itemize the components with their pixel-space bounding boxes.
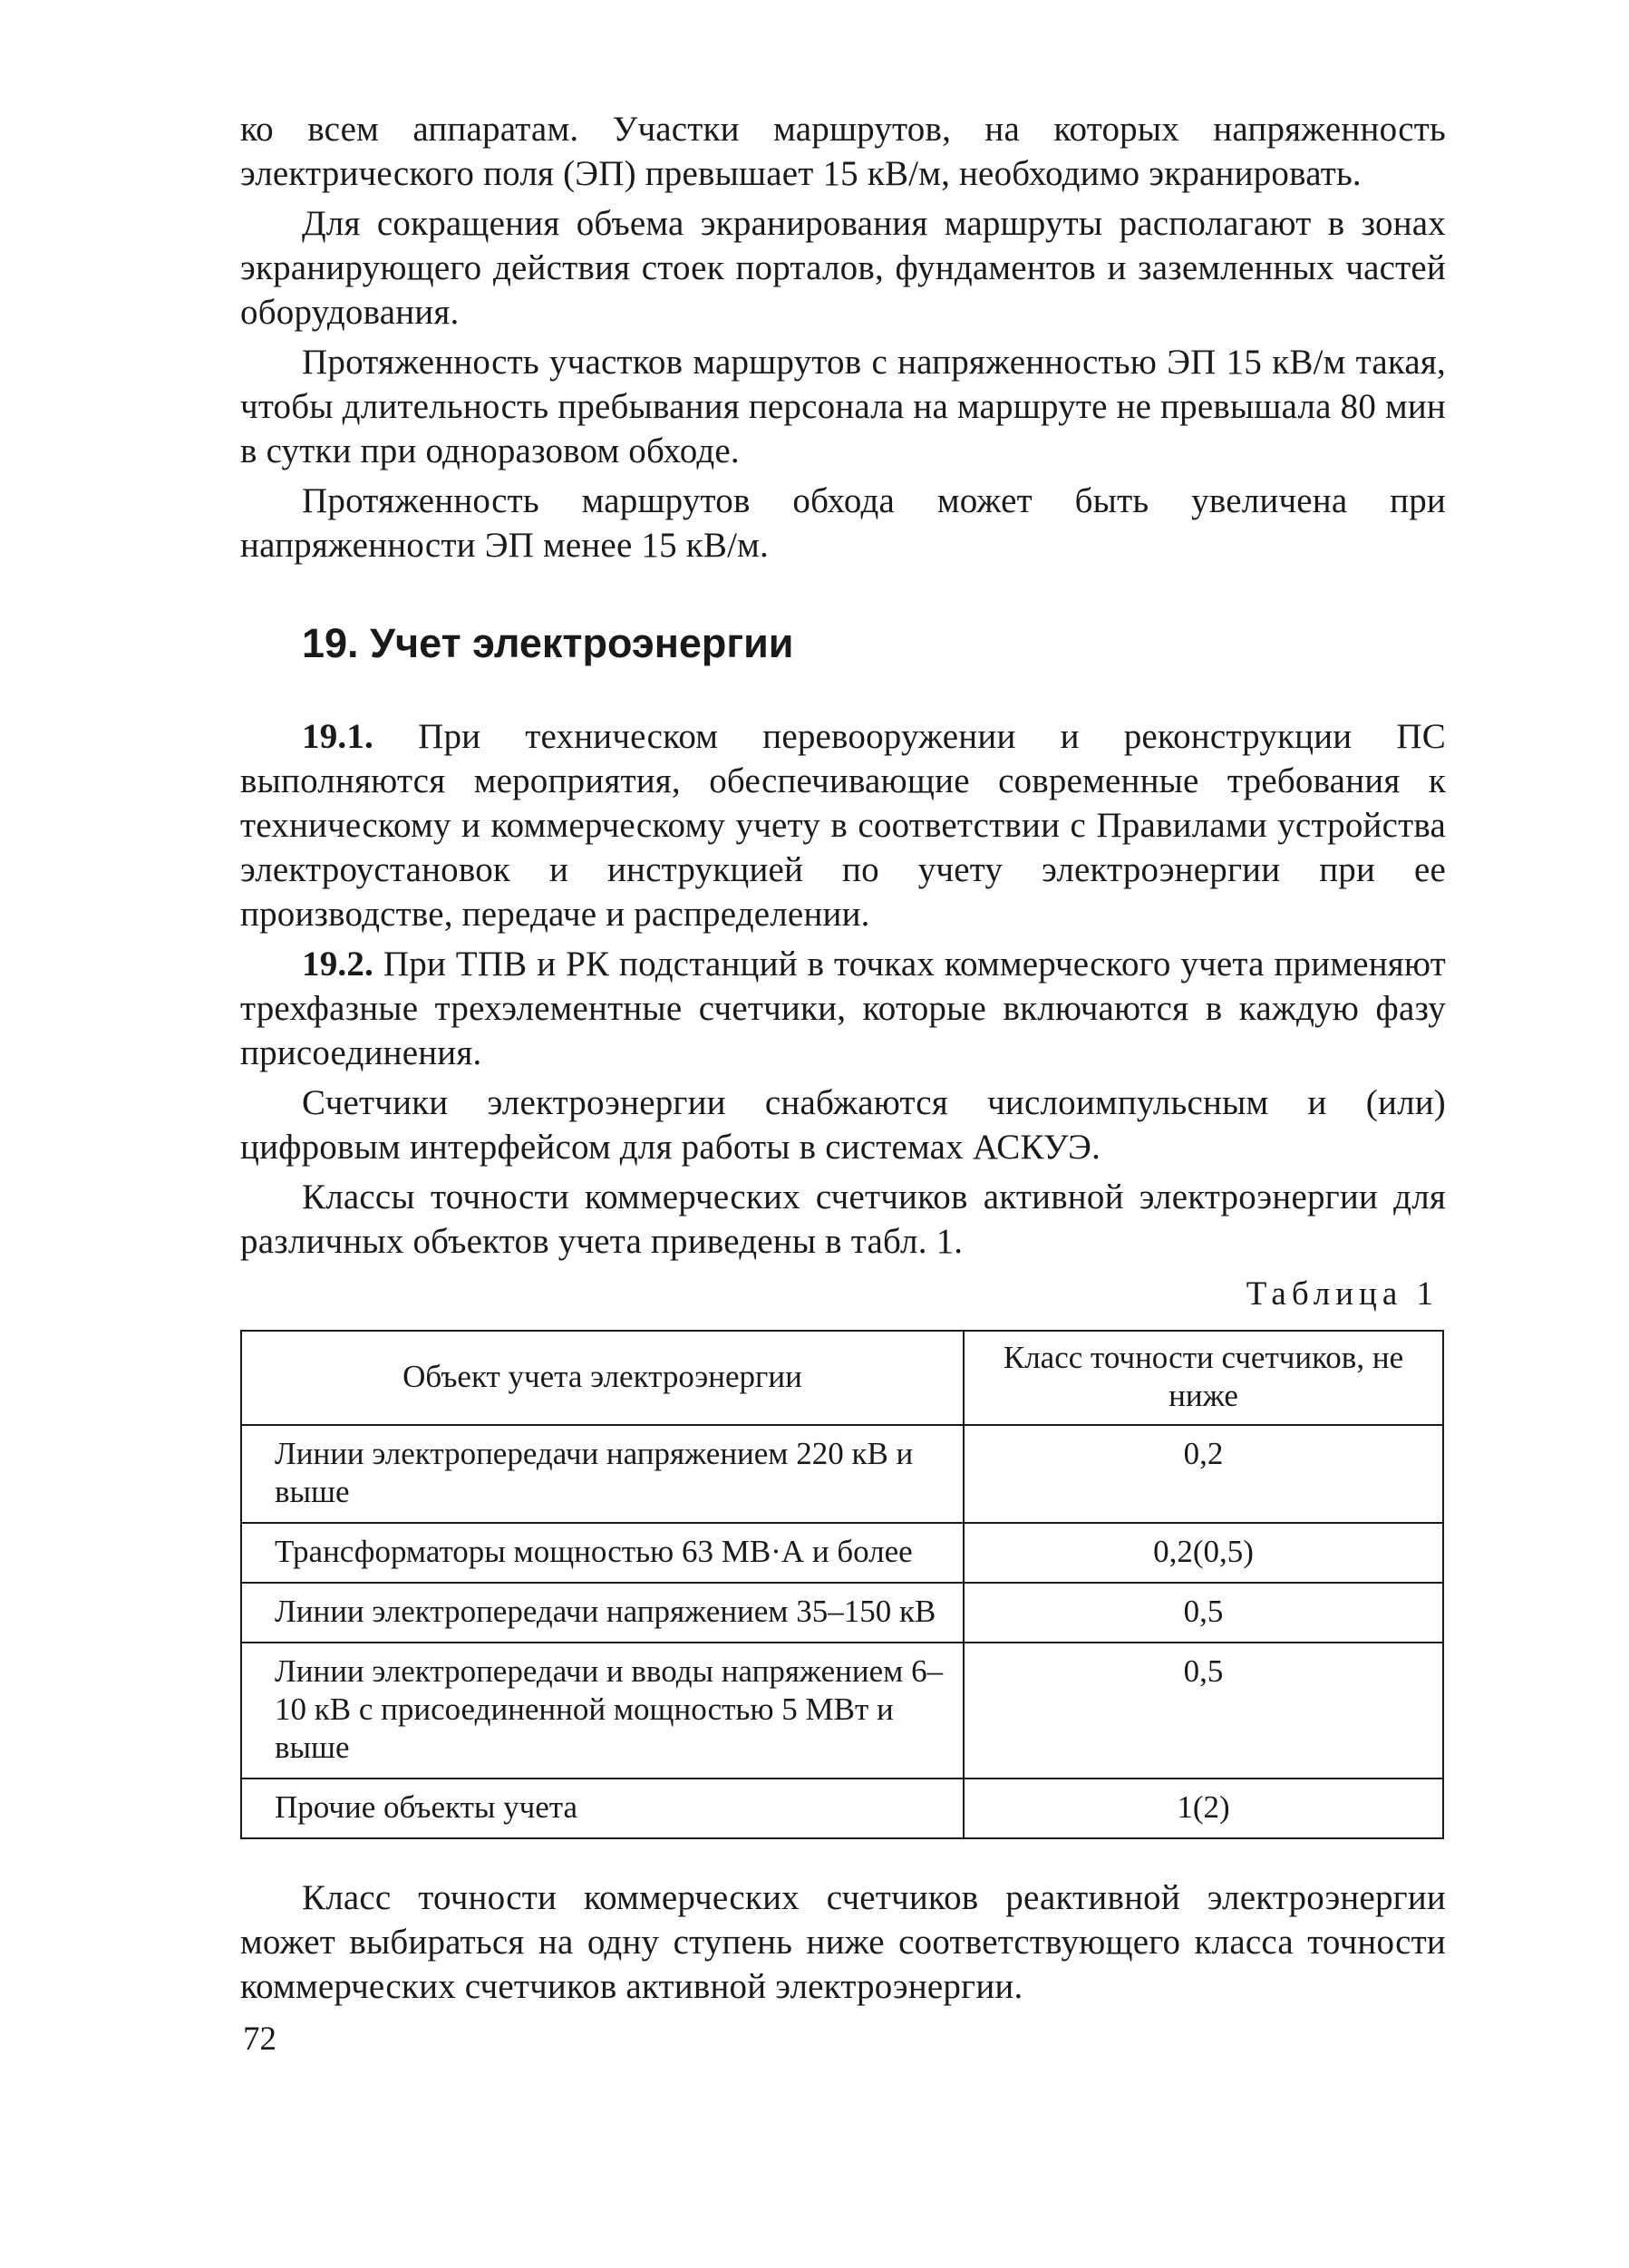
table-row bbox=[241, 1779, 1443, 1838]
section-title: 19. Учет электроэнергии bbox=[302, 620, 794, 666]
table-caption: Таблица 1 bbox=[1246, 1275, 1439, 1313]
page-content bbox=[240, 107, 1446, 2014]
clause-19-1-number: 19.1. bbox=[302, 717, 373, 756]
clause-19-2 bbox=[240, 942, 1446, 1075]
clause-19-1 bbox=[240, 714, 1446, 936]
paragraph-route-length: Протяженность участков маршрутов с напряженностью ЭП 15 кВ/м такая, чтобы длительность пребывания персонала на маршруте не превышала 80 мин в сутки при одноразовом обходе. bbox=[240, 343, 1446, 470]
table-row bbox=[241, 1425, 1443, 1523]
table-cell-object: Трансформаторы мощностью 63 МВ·А и более bbox=[241, 1523, 964, 1583]
clause-19-2-text: При ТПВ и РК подстанций в точках коммерческого учета применяют трехфазные трехэлементные счетчики, которые включаются в каждую фазу присоединения. bbox=[240, 945, 1446, 1072]
table-cell-object: Линии электропередачи напряжением 35–150 кВ bbox=[241, 1583, 964, 1643]
table-cell-object: Прочие объекты учета bbox=[241, 1779, 964, 1838]
page-number: 72 bbox=[243, 2021, 276, 2058]
table-cell-class: 0,5 bbox=[964, 1583, 1443, 1643]
paragraph-shielding-reduction: Для сокращения объема экранирования маршруты располагают в зонах экранирующего действия стоек порталов, фундаментов и заземленных частей оборудования. bbox=[240, 204, 1446, 332]
table-cell-object: Линии электропередачи напряжением 220 кВ и выше bbox=[241, 1425, 964, 1523]
table-header-object: Объект учета электроэнергии bbox=[241, 1331, 964, 1425]
paragraph-interfaces: Счетчики электроэнергии снабжаются числоимпульсным и (или) цифровым интерфейсом для работы в системах АСКУЭ. bbox=[240, 1083, 1446, 1167]
paragraph-accuracy-classes: Классы точности коммерческих счетчиков активной электроэнергии для различных объектов учета приведены в табл. 1. bbox=[240, 1178, 1446, 1261]
table-row bbox=[241, 1643, 1443, 1779]
table-row bbox=[241, 1583, 1443, 1643]
table-cell-class: 0,2(0,5) bbox=[964, 1523, 1443, 1583]
table-header-class: Класс точности счетчиков, не ниже bbox=[964, 1331, 1443, 1425]
table-header-row bbox=[241, 1331, 1443, 1425]
clause-19-2-number: 19.2. bbox=[302, 945, 373, 984]
table-cell-class: 0,2 bbox=[964, 1425, 1443, 1523]
paragraph-reactive-energy: Класс точности коммерческих счетчиков реактивной электроэнергии может выбираться на одну ступень ниже соответствующего класса точности коммерческих счетчиков активной электроэнергии. bbox=[240, 1878, 1446, 2006]
table-cell-class: 1(2) bbox=[964, 1779, 1443, 1838]
paragraph-route-extension: Протяженность маршрутов обхода может быть увеличена при напряженности ЭП менее 15 кВ/м. bbox=[240, 481, 1446, 565]
paragraph-shielding-routes: ко всем аппаратам. Участки маршрутов, на которых напряженность электрического поля (ЭП) превышает 15 кВ/м, необходимо экранировать. bbox=[240, 110, 1446, 193]
accuracy-table bbox=[240, 1330, 1444, 1839]
table-row bbox=[241, 1523, 1443, 1583]
table-cell-class: 0,5 bbox=[964, 1643, 1443, 1779]
clause-19-1-text: При техническом перевооружении и реконструкции ПС выполняются мероприятия, обеспечивающие современные требования к техническому и коммерческому учету в соответствии с Правилами устройства электроустановок и инструкцией по учету электроэнергии при ее производстве, передаче и распределении. bbox=[240, 717, 1446, 934]
table-cell-object: Линии электропередачи и вводы напряжением 6–10 кВ с присоединенной мощностью 5 МВт и выше bbox=[241, 1643, 964, 1779]
